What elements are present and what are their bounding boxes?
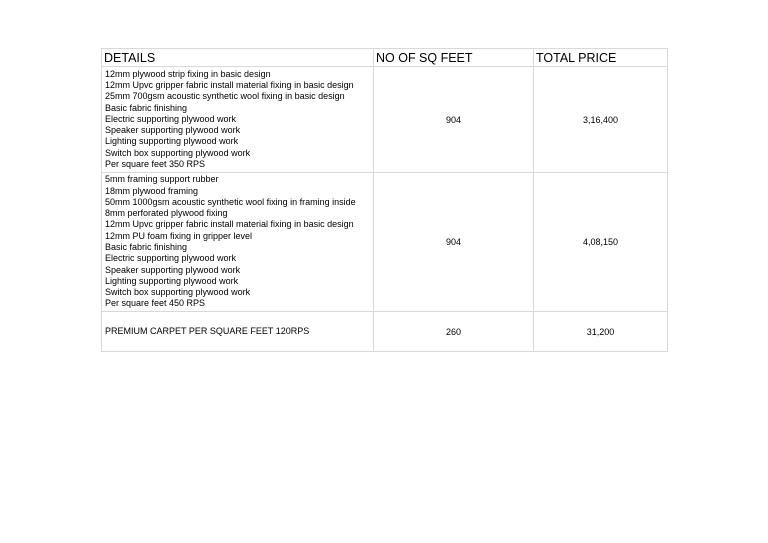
detail-line: Electric supporting plywood work: [105, 113, 237, 124]
sq-feet-cell: 904: [374, 173, 534, 312]
detail-line: Switch box supporting plywood work: [105, 147, 251, 158]
table-row: [102, 312, 668, 352]
detail-line: Per square feet 350 RPS: [105, 159, 206, 170]
detail-line: Per square feet 450 RPS: [105, 298, 206, 309]
detail-line: 12mm PU foam fixing in gripper level: [105, 230, 253, 241]
detail-line: 50mm 1000gsm acoustic synthetic wool fixing in framing inside: [105, 196, 356, 207]
detail-line: Basic fabric finishing: [105, 242, 188, 252]
detail-line: PREMIUM CARPET PER SQUARE FEET 120RPS: [105, 325, 310, 336]
table-row: [102, 67, 668, 173]
total-price-cell: 31,200: [534, 312, 668, 352]
detail-line: 12mm Upvc gripper fabric install material fixing in basic design: [105, 79, 354, 90]
total-price-cell: 3,16,400: [534, 67, 668, 173]
header-details: DETAILS: [102, 49, 374, 67]
quotation-table: [101, 48, 668, 352]
detail-line: Lighting supporting plywood work: [105, 136, 239, 147]
detail-line: Switch box supporting plywood work: [105, 287, 251, 298]
table-row: [102, 173, 668, 312]
details-cell: [102, 173, 374, 312]
detail-line: 5mm framing support rubber: [105, 174, 219, 185]
detail-line: Lighting supporting plywood work: [105, 275, 239, 286]
header-row: [102, 49, 668, 67]
detail-line: Speaker supporting plywood work: [105, 264, 241, 275]
details-cell: [102, 67, 374, 173]
detail-line: Basic fabric finishing: [105, 102, 188, 113]
detail-line: 12mm plywood strip fixing in basic design: [105, 68, 271, 79]
total-price-cell: 4,08,150: [534, 173, 668, 312]
sq-feet-cell: 260: [374, 312, 534, 352]
detail-line: 12mm Upvc gripper fabric install material fixing in basic design: [105, 219, 354, 230]
detail-line: 25mm 700gsm acoustic synthetic wool fixing in basic design: [105, 91, 345, 102]
header-sq-feet: NO OF SQ FEET: [374, 49, 534, 67]
details-cell: [102, 312, 374, 352]
detail-line: 8mm perforated plywood fixing: [105, 208, 228, 219]
sq-feet-cell: 904: [374, 67, 534, 173]
detail-line: Speaker supporting plywood work: [105, 125, 241, 136]
header-total-price: TOTAL PRICE: [534, 49, 668, 67]
detail-line: Electric supporting plywood work: [105, 253, 237, 264]
detail-line: 18mm plywood framing: [105, 185, 199, 196]
